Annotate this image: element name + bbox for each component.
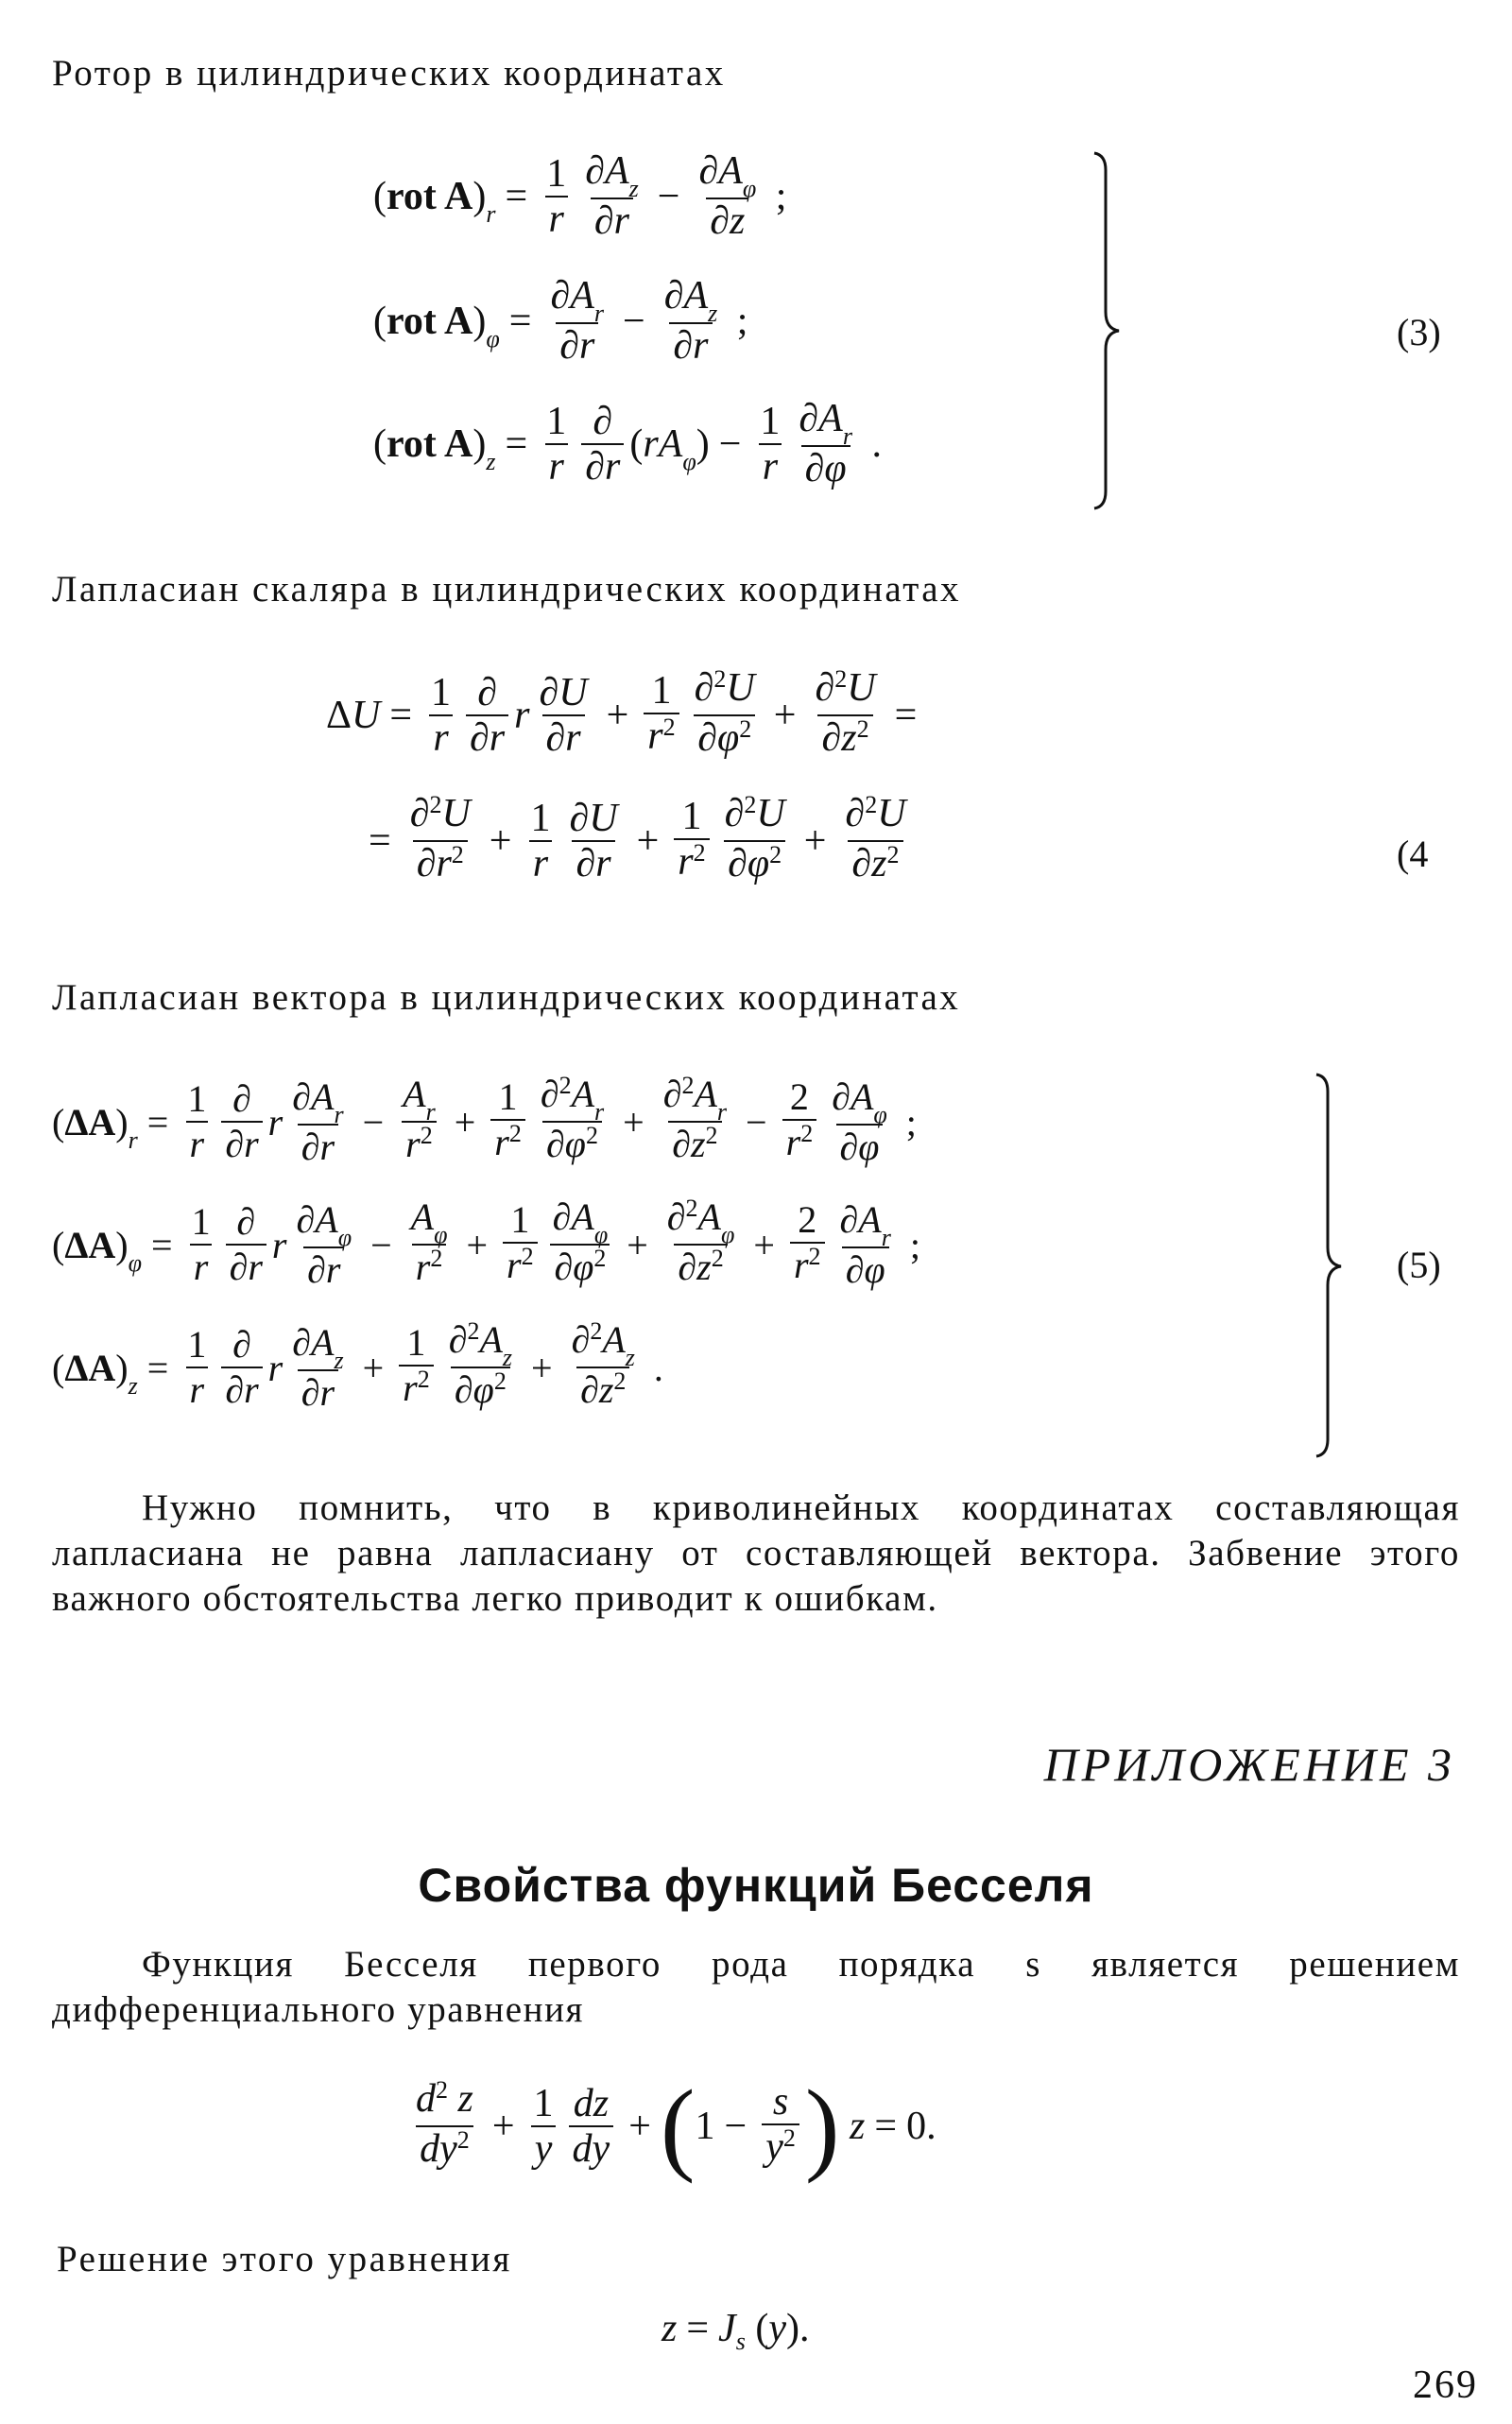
equation-laplacian-scalar-line1: ΔU = $\frac{1}{r}$ $\frac{\partial}{\partial r}$ r $\frac{\partial U}{\partial r}$ + $\frac{1}{r^2}$ $\frac{\partial^2U}{\partial\varphi^2}$ + $\frac{\partial^2U}{\partial z^2}$ = [326, 666, 926, 765]
equation-laplacian-vector-r: $(\Delta A)_r$ = $\frac{1}{r}$ $\frac{\partial}{\partial r}$ r $\frac{\partial A_r}{\partial r}$ − $\frac{A_r}{r^2}$ + $\frac{1}{r^2}$ $\frac{\partial^2A_r}{\partial\varphi^2}$ + $\frac{\partial^2A_r}{\partial z^2}$ − $\frac{2}{r^2}$ $\frac{\partial A_\varphi}{\partial\varphi}$ ; [52, 1073, 917, 1171]
equation-number-5: (5) [1397, 1244, 1441, 1286]
equation-laplacian-vector-z: $(\Delta A)_z$ = $\frac{1}{r}$ $\frac{\partial}{\partial r}$ r $\frac{\partial A_z}{\partial r}$ + $\frac{1}{r^2}$ $\frac{\partial^2A_z}{\partial\varphi^2}$ + $\frac{\partial^2A_z}{\partial z^2}$ . [52, 1318, 663, 1417]
appendix-label: ПРИЛОЖЕНИЕ 3 [1043, 1738, 1455, 1791]
equation-bessel-solution: z = J s (y). [662, 2307, 810, 2355]
equation-rot-phi: (rot $A)_\varphi$ = $\frac{\partial A_r}{\partial r}$ − $\frac{\partial A_z}{\partial r}$ ; [373, 274, 748, 368]
heading-laplacian-scalar: Лапласиан скаляра в цилиндрических координатах [52, 569, 962, 610]
section-title: Свойства функций Бесселя [418, 1859, 1094, 1912]
right-brace-eq5 [1309, 1073, 1356, 1460]
page-number: 269 [1413, 2364, 1478, 2407]
heading-laplacian-vector: Лапласиан вектора в цилиндрических координатах [52, 977, 961, 1018]
equation-laplacian-scalar-line2: = $\frac{\partial^2U}{\partial r^2}$ + $\frac{1}{r}$ $\frac{\partial U}{\partial r}$ + $\frac{1}{r^2}$ $\frac{\partial^2U}{\partial\varphi^2}$ + $\frac{\partial^2U}{\partial z^2}$ [359, 792, 916, 890]
equation-rot-r: (rot $A)_r$ = $\frac{1}{r}$ $\frac{\partial A_z}{\partial r}$ − $\frac{\partial A_\varphi}{\partial z}$ ; [373, 149, 787, 243]
right-brace-eq3 [1087, 151, 1134, 510]
equation-bessel: $\frac{d^2 z}{dy^2}$ + $\frac{1}{y}$ $\frac{dz}{dy}$ + ( 1 − $\frac{s}{y^2}$ ) z = 0. [416, 2069, 936, 2184]
solution-label: Решение этого уравнения [57, 2239, 512, 2279]
note-paragraph: Нужно помнить, что в криволинейных координатах составляющая лапласиана не равна лапласиану от составляющей вектора. Забвение этого важного обстоятельства легко приводит к ошибкам. [52, 1487, 1460, 1619]
equation-laplacian-vector-phi: $(\Delta A)_\varphi$ = $\frac{1}{r}$ $\frac{\partial}{\partial r}$ r $\frac{\partial A_\varphi}{\partial r}$ − $\frac{A_\varphi}{r^2}$ + $\frac{1}{r^2}$ $\frac{\partial A_\varphi}{\partial\varphi^2}$ + $\frac{\partial^2A_\varphi}{\partial z^2}$ + $\frac{2}{r^2}$ $\frac{\partial A_r}{\partial\varphi}$ ; [52, 1195, 920, 1294]
equation-number-3: (3) [1397, 311, 1441, 353]
heading-rotor: Ротор в цилиндрических координатах [52, 53, 726, 94]
equation-rot-z: (rot $A)_z$ = $\frac{1}{r}$ $\frac{\partial}{\partial r}$ $(rA_\varphi)$ − $\frac{1}{r}$ $\frac{\partial A_r}{\partial\varphi}$ . [373, 397, 882, 490]
equation-number-4: (4 [1397, 833, 1429, 875]
bessel-intro-paragraph: Функция Бесселя первого рода порядка s является решением дифференциального уравнения [52, 1944, 1460, 2030]
